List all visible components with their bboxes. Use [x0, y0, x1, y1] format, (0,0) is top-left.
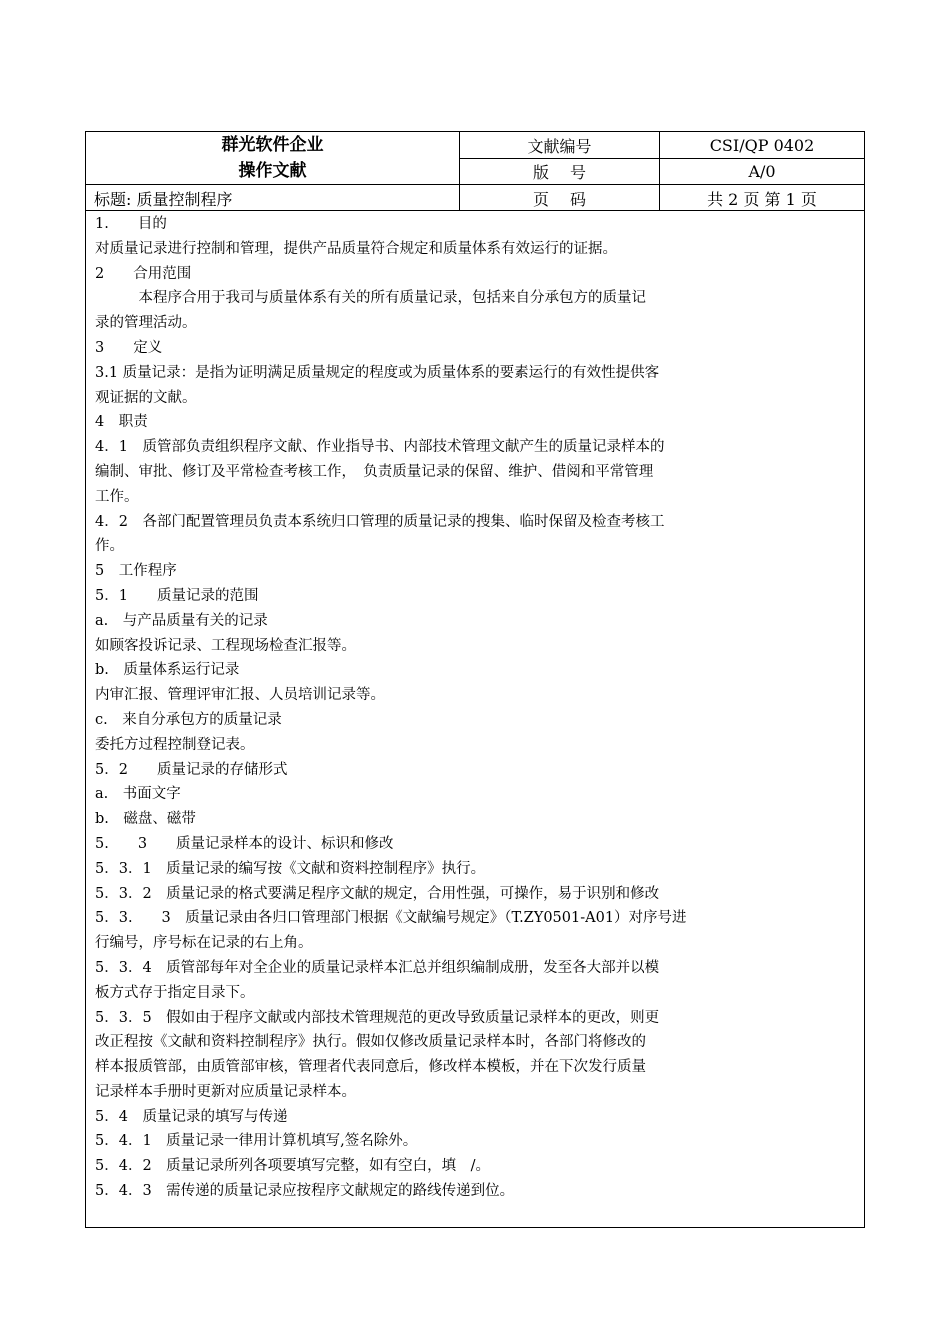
body-line: 4 职责: [95, 414, 148, 431]
body-line: 观证据的文献。: [95, 389, 197, 406]
body-line: 工作。: [95, 488, 139, 505]
body-line: 委托方过程控制登记表。: [95, 736, 255, 753]
field-label-page: 页 码: [532, 189, 587, 209]
body-line: 5．3. 3 质量记录由各归口管理部门根据《文献编号规定》（T.ZY0501-A01）对序号进: [95, 910, 687, 927]
document-sheet: [85, 131, 865, 1228]
body-line: 5．4．3 需传递的质量记录应按程序文献规定的路线传递到位。: [95, 1183, 515, 1200]
document-type: 操作文献: [238, 161, 307, 181]
header-divider: [459, 158, 864, 159]
body-line: 5．4 质量记录的填写与传递: [95, 1108, 288, 1125]
body-line: 行编号，序号标在记录的右上角。: [95, 935, 313, 952]
body-line: 样本报质管部，由质管部审核，管理者代表同意后，修改样本模板，并在下次发行质量: [95, 1059, 646, 1076]
header-divider: [86, 184, 864, 185]
company-name: 群光软件企业: [221, 135, 324, 155]
header-divider: [659, 132, 660, 211]
body-line: 对质量记录进行控制和管理，提供产品质量符合规定和质量体系有效运行的证据。: [95, 240, 617, 257]
body-line: 5．3．1 质量记录的编写按《文献和资料控制程序》执行。: [95, 860, 486, 877]
body-line: 板方式存于指定目录下。: [95, 984, 255, 1001]
body-line: 5．1 质量记录的范围: [95, 587, 259, 604]
body-line: 5．4．1 质量记录一律用计算机填写,签名除外。: [95, 1133, 418, 1150]
document-title: 标题: 质量控制程序: [94, 189, 233, 209]
body-line: 1. 目的: [95, 216, 167, 232]
document-body: [95, 212, 855, 1204]
body-line: 5．2 质量记录的存储形式: [95, 761, 288, 778]
body-line: 录的管理活动。: [95, 315, 197, 332]
body-line: 5．3．2 质量记录的格式要满足程序文献的规定，合用性强，可操作，易于识别和修改: [95, 885, 660, 902]
body-line: 改正程按《文献和资料控制程序》执行。假如仅修改质量记录样本时，各部门将修改的: [95, 1034, 646, 1051]
body-line: 编制、审批、修订及平常检查考核工作， 负责质量记录的保留、维护、借阅和平常管理: [95, 463, 654, 480]
body-line: 2 合用范围: [95, 265, 192, 282]
body-line: 记录样本手册时更新对应质量记录样本。: [95, 1083, 356, 1100]
field-value-doc-number: CSI/QP 0402: [709, 135, 815, 155]
body-line: 3 定义: [95, 339, 163, 356]
body-line: c. 来自分承包方的质量记录: [95, 711, 282, 728]
body-line: 内审汇报、管理评审汇报、人员培训记录等。: [95, 687, 385, 704]
body-line: 4．1 质管部负责组织程序文献、作业指导书、内部技术管理文献产生的质量记录样本的: [95, 439, 665, 456]
body-line: 3.1 质量记录：是指为证明满足质量规定的程度或为质量体系的要素运行的有效性提供客: [95, 364, 660, 381]
field-label-doc-number: 文献编号: [527, 136, 592, 156]
body-line: b. 质量体系运行记录: [95, 662, 240, 679]
field-value-page: 共 2 页 第 1 页: [707, 189, 817, 209]
body-line: a. 与产品质量有关的记录: [95, 612, 268, 629]
body-line: 5．3．5 假如由于程序文献或内部技术管理规范的更改导致质量记录样本的更改，则更: [95, 1009, 660, 1026]
body-line: 如顾客投诉记录、工程现场检查汇报等。: [95, 637, 356, 654]
header-divider: [86, 210, 864, 211]
body-line: 5 工作程序: [95, 563, 177, 580]
body-line: 5．3．4 质管部每年对全企业的质量记录样本汇总并组织编制成册，发至各大部并以模: [95, 959, 660, 976]
body-line: a. 书面文字: [95, 786, 181, 803]
body-line: 作。: [95, 538, 124, 555]
body-line: b. 磁盘、磁带: [95, 811, 196, 828]
company-block: [86, 132, 459, 184]
body-line: 本程序合用于我司与质量体系有关的所有质量记录，包括来自分承包方的质量记: [95, 290, 646, 307]
header-table: [86, 132, 864, 211]
body-line: 5．4．2 质量记录所列各项要填写完整，如有空白，填 /。: [95, 1158, 491, 1175]
field-label-version: 版 号: [532, 163, 587, 182]
field-value-version: A/0: [748, 162, 776, 181]
header-divider: [459, 132, 460, 211]
body-line: 5. 3 质量记录样本的设计、标识和修改: [95, 835, 394, 852]
body-line: 4．2 各部门配置管理员负责本系统归口管理的质量记录的搜集、临时保留及检查考核工: [95, 513, 665, 530]
